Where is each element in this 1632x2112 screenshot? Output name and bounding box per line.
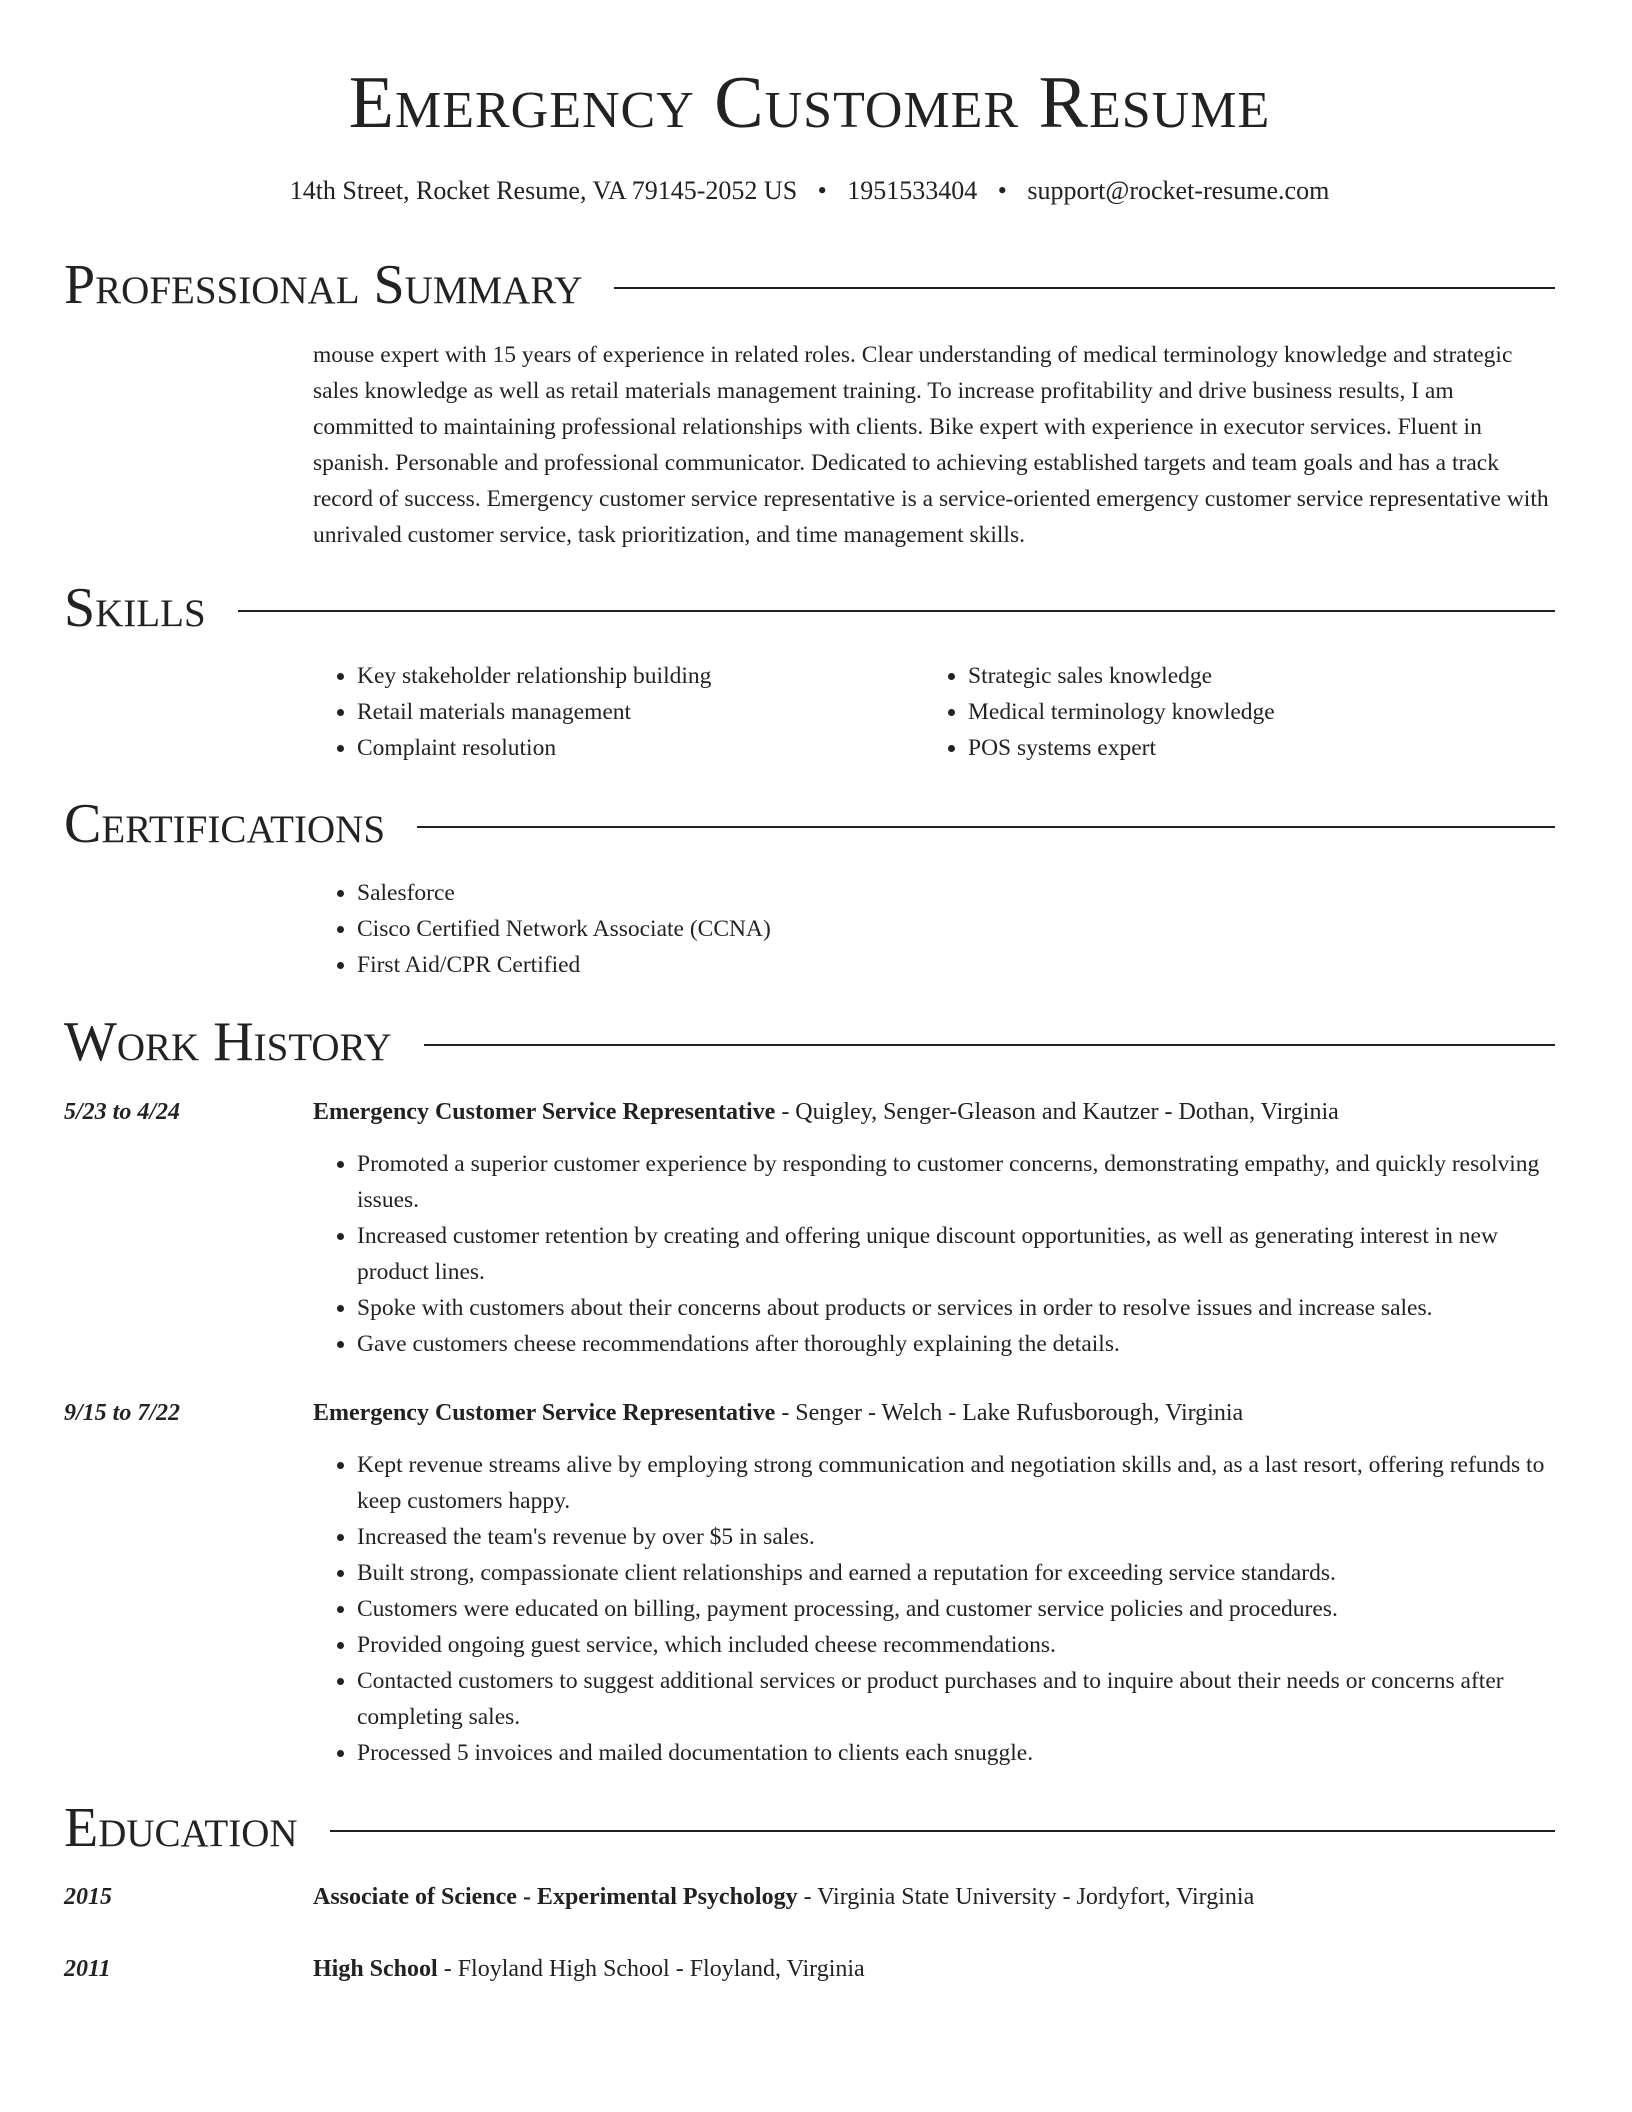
job-title: Emergency Customer Service Representative xyxy=(313,1099,776,1125)
certifications-list xyxy=(313,875,1553,983)
job-title: Emergency Customer Service Representative xyxy=(313,1400,776,1426)
certifications-block xyxy=(313,875,1553,983)
skills-column-left xyxy=(313,658,913,766)
job-bullet: • Increased customer retention by creating and offering unique discount opportunities, as well as generating interest in new product lines. xyxy=(357,1218,1557,1290)
education-details: - Virginia State University - Jordyfort, Virginia xyxy=(797,1884,1255,1910)
education-year: 2011 xyxy=(64,1956,111,1982)
education-degree: High School xyxy=(313,1956,438,1982)
section-divider xyxy=(417,826,1555,828)
job-bullet: • Provided ongoing guest service, which included cheese recommendations. xyxy=(357,1627,1557,1663)
section-header-skills xyxy=(64,576,1555,640)
job-bullet: • Kept revenue streams alive by employing strong communication and negotiation skills and, as a last resort, offering refunds to keep customers happy. xyxy=(357,1447,1557,1519)
job-bullet: • Processed 5 invoices and mailed documentation to clients each snuggle. xyxy=(357,1735,1557,1771)
job-dates: 9/15 to 7/22 xyxy=(64,1400,181,1426)
certification-item: • Cisco Certified Network Associate (CCNA) xyxy=(357,911,1553,947)
section-title: Education xyxy=(64,1797,298,1859)
section-header-certifications xyxy=(64,792,1555,856)
job-bullets-block xyxy=(313,1447,1557,1771)
job-bullet: • Gave customers cheese recommendations after thoroughly explaining the details. xyxy=(357,1326,1557,1362)
certification-item: • First Aid/CPR Certified xyxy=(357,947,1553,983)
contact-email: support@rocket-resume.com xyxy=(1027,176,1330,205)
skills-list xyxy=(924,658,1524,766)
contact-separator: • xyxy=(817,176,827,205)
skills-list xyxy=(313,658,913,766)
skill-item: • Complaint resolution xyxy=(357,730,913,766)
job-bullet: • Promoted a superior customer experience by responding to customer concerns, demonstrating empathy, and quickly resolving issues. xyxy=(357,1146,1557,1218)
section-header-summary xyxy=(64,253,1555,317)
education-heading xyxy=(313,1879,1557,1915)
contact-line xyxy=(64,174,1555,208)
contact-separator: • xyxy=(997,176,1007,205)
job-bullet-list xyxy=(313,1447,1557,1771)
section-divider xyxy=(330,1830,1555,1832)
education-degree: Associate of Science - Experimental Psychology xyxy=(313,1884,798,1910)
section-header-work-history xyxy=(64,1010,1555,1074)
certification-item: • Salesforce xyxy=(357,875,1553,911)
section-title: Skills xyxy=(64,577,206,639)
skills-column-right xyxy=(924,658,1524,766)
job-bullet: • Customers were educated on billing, payment processing, and customer service policies and procedures. xyxy=(357,1591,1557,1627)
job-bullet: • Built strong, compassionate client relationships and earned a reputation for exceeding service standards. xyxy=(357,1555,1557,1591)
job-details: - Quigley, Senger-Gleason and Kautzer - Dothan, Virginia xyxy=(775,1099,1339,1125)
resume-name: Emergency Customer Resume xyxy=(348,62,1271,144)
skill-item: • Medical terminology knowledge xyxy=(968,694,1524,730)
education-heading xyxy=(313,1951,1557,1987)
contact-address: 14th Street, Rocket Resume, VA 79145-2052 US xyxy=(289,176,798,205)
section-title: Work History xyxy=(64,1011,392,1073)
section-title: Professional Summary xyxy=(64,254,583,316)
section-divider xyxy=(614,287,1555,289)
contact-phone: 1951533404 xyxy=(847,176,978,205)
section-header-education xyxy=(64,1796,1555,1860)
education-year: 2015 xyxy=(64,1884,112,1910)
skill-item: • Key stakeholder relationship building xyxy=(357,658,913,694)
section-title: Certifications xyxy=(64,793,386,855)
job-bullet: • Contacted customers to suggest additional services or product purchases and to inquire about their needs or concerns after completing sales. xyxy=(357,1663,1557,1735)
job-bullet-list xyxy=(313,1146,1557,1362)
skill-item: • POS systems expert xyxy=(968,730,1524,766)
skill-item: • Retail materials management xyxy=(357,694,913,730)
job-bullet: • Increased the team's revenue by over $5 in sales. xyxy=(357,1519,1557,1555)
section-divider xyxy=(238,610,1555,612)
job-bullets-block xyxy=(313,1146,1557,1362)
job-heading xyxy=(313,1395,1557,1431)
education-details: - Floyland High School - Floyland, Virginia xyxy=(437,1956,865,1982)
job-details: - Senger - Welch - Lake Rufusborough, Virginia xyxy=(775,1400,1244,1426)
job-dates: 5/23 to 4/24 xyxy=(64,1099,181,1125)
section-divider xyxy=(424,1044,1555,1046)
skill-item: • Strategic sales knowledge xyxy=(968,658,1524,694)
job-bullet: • Spoke with customers about their concerns about products or services in order to resolve issues and increase sales. xyxy=(357,1290,1557,1326)
summary-text: mouse expert with 15 years of experience in related roles. Clear understanding of medical terminology knowledge and strategic sales knowledge as well as retail materials management training. To increase profitability and drive business results, I am committed to maintaining professional relationships with clients. Bike expert with experience in executor services. Fluent in spanish. Personable and professional communicator. Dedicated to achieving established targets and team goals and has a track record of success. Emergency customer service representative is a service-oriented emergency customer service representative with unrivaled customer service, task prioritization, and time management skills. xyxy=(313,342,1549,548)
job-heading xyxy=(313,1094,1557,1130)
